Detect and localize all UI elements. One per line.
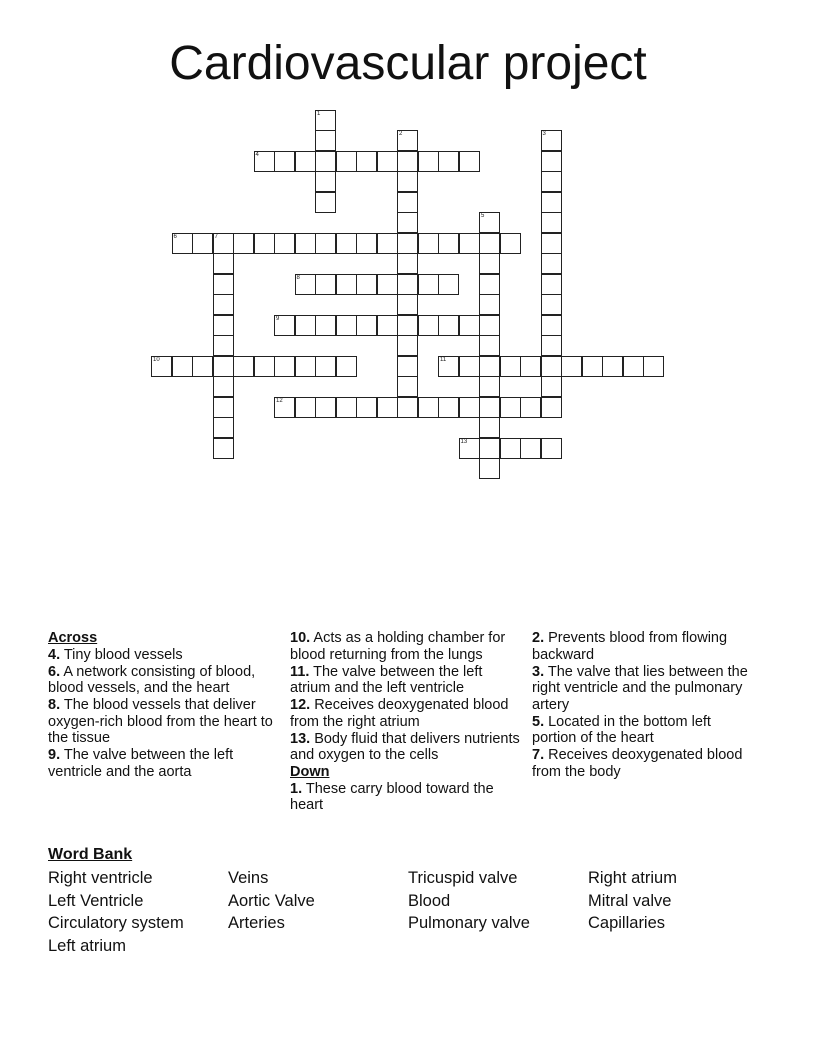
clue-item-text: The valve that lies between the right ventricle and the pulmonary artery <box>532 663 748 713</box>
grid-cell[interactable] <box>418 233 439 254</box>
word-bank-item: Mitral valve <box>588 891 672 910</box>
grid-cell[interactable] <box>336 233 357 254</box>
grid-cell[interactable] <box>541 315 562 336</box>
grid-cell[interactable] <box>582 356 603 377</box>
word-bank-item: Pulmonary valve <box>408 914 530 932</box>
grid-cell[interactable] <box>254 356 275 377</box>
grid-cell[interactable] <box>397 294 418 315</box>
word-bank-item: Left atrium <box>48 936 126 955</box>
grid-cell[interactable] <box>336 397 357 418</box>
clue-number: 4 <box>255 151 259 158</box>
grid-cell[interactable] <box>315 130 336 151</box>
clue-item-number: 2. <box>532 630 545 646</box>
grid-cell[interactable] <box>274 151 295 172</box>
grid-cell[interactable] <box>397 397 418 418</box>
grid-cell[interactable] <box>418 274 439 295</box>
clue-number: 6 <box>173 233 177 240</box>
grid-cell[interactable] <box>356 397 377 418</box>
clue-item <box>48 664 276 697</box>
grid-cell[interactable] <box>295 315 316 336</box>
clue-number: 13 <box>460 438 468 445</box>
clue-item-number: 12. <box>290 697 311 713</box>
grid-cell[interactable] <box>397 233 418 254</box>
grid-cell[interactable] <box>479 356 500 377</box>
grid-cell[interactable] <box>336 151 357 172</box>
clue-item-text: Receives deoxygenated blood from the right atrium <box>290 697 509 730</box>
clue-item-text: A network consisting of blood, blood vessels, and the heart <box>48 663 256 696</box>
grid-cell[interactable] <box>336 274 357 295</box>
clue-number: 9 <box>276 315 280 322</box>
grid-cell[interactable] <box>356 274 377 295</box>
clue-item <box>290 630 526 663</box>
grid-cell[interactable] <box>438 315 459 336</box>
clue-item <box>48 747 276 780</box>
grid-cell[interactable] <box>459 233 480 254</box>
word-bank-item: Right ventricle <box>48 869 153 887</box>
clues-column-2 <box>290 630 526 814</box>
grid-cell[interactable] <box>397 356 418 377</box>
grid-cell[interactable] <box>151 356 172 377</box>
grid-cell[interactable] <box>213 438 234 459</box>
clue-item <box>532 630 758 663</box>
grid-cell[interactable] <box>459 151 480 172</box>
grid-cell[interactable] <box>274 315 295 336</box>
grid-cell[interactable] <box>315 171 336 192</box>
grid-cell[interactable] <box>213 233 234 254</box>
word-bank-item: Aortic Valve <box>228 891 315 910</box>
grid-cell[interactable] <box>315 151 336 172</box>
grid-cell[interactable] <box>479 253 500 274</box>
grid-cell[interactable] <box>254 233 275 254</box>
grid-cell[interactable] <box>520 438 541 459</box>
grid-cell[interactable] <box>541 151 562 172</box>
clue-number: 2 <box>399 131 403 137</box>
grid-cell[interactable] <box>213 356 234 377</box>
clue-item-text: Located in the bottom left portion of the heart <box>532 713 711 746</box>
clue-item-number: 3. <box>532 663 545 680</box>
word-bank-item: Veins <box>228 869 269 887</box>
grid-cell[interactable] <box>541 356 562 377</box>
clue-item <box>532 747 758 780</box>
clue-item-text: The valve between the left atrium and the left ventricle <box>290 663 483 696</box>
grid-cell[interactable] <box>438 397 459 418</box>
clue-number: 7 <box>214 233 218 240</box>
clue-item-number: 9. <box>48 747 61 763</box>
page-title: Cardiovascular project <box>169 37 647 90</box>
grid-cell[interactable] <box>233 356 254 377</box>
grid-cell[interactable] <box>500 397 521 418</box>
grid-cell[interactable] <box>356 151 377 172</box>
clue-item <box>290 781 526 814</box>
clue-item-text: Receives deoxygenated blood from the body <box>532 747 743 780</box>
grid-cell[interactable] <box>541 212 562 233</box>
grid-cell[interactable] <box>213 417 234 438</box>
clue-item-text: Prevents blood from flowing backward <box>532 630 728 663</box>
grid-cell[interactable] <box>192 356 213 377</box>
grid-cell[interactable] <box>541 397 562 418</box>
grid-cell[interactable] <box>541 438 562 459</box>
crossword-grid <box>0 0 816 500</box>
clue-item <box>532 664 758 714</box>
grid-cell[interactable] <box>315 315 336 336</box>
grid-cell[interactable] <box>315 192 336 213</box>
word-bank-item: Right atrium <box>588 869 677 887</box>
grid-cell[interactable] <box>274 233 295 254</box>
clue-item-text: Tiny blood vessels <box>60 646 183 663</box>
word-bank-title: Word Bank <box>48 846 133 863</box>
grid-cell[interactable] <box>192 233 213 254</box>
grid-cell[interactable] <box>274 356 295 377</box>
clue-item <box>290 731 526 764</box>
grid-cell[interactable] <box>541 130 562 151</box>
clue-item-text: These carry blood toward the heart <box>290 780 494 813</box>
grid-cell[interactable] <box>479 397 500 418</box>
grid-cell[interactable] <box>479 438 500 459</box>
grid-cell[interactable] <box>254 151 275 172</box>
grid-cell[interactable] <box>377 397 398 418</box>
across-header: Across <box>48 630 98 646</box>
grid-cell[interactable] <box>541 233 562 254</box>
grid-cell[interactable] <box>213 376 234 397</box>
grid-cell[interactable] <box>213 294 234 315</box>
word-bank-item: Blood <box>408 891 451 910</box>
grid-cell[interactable] <box>561 356 582 377</box>
grid-cell[interactable] <box>397 315 418 336</box>
grid-cell[interactable] <box>418 315 439 336</box>
word-bank-item: Arteries <box>228 914 285 932</box>
grid-cell[interactable] <box>479 315 500 336</box>
grid-cell[interactable] <box>479 233 500 254</box>
grid-cell[interactable] <box>397 335 418 356</box>
grid-cell[interactable] <box>315 233 336 254</box>
grid-cell[interactable] <box>315 356 336 377</box>
clue-item-text: The blood vessels that deliver oxygen-rich blood from the heart to the tissue <box>48 697 273 746</box>
grid-cell[interactable] <box>438 151 459 172</box>
clue-item-number: 6. <box>48 663 61 680</box>
grid-cell[interactable] <box>213 397 234 418</box>
grid-cell[interactable] <box>295 233 316 254</box>
clues-column-1 <box>48 630 276 781</box>
grid-cell[interactable] <box>295 151 316 172</box>
grid-cell[interactable] <box>213 315 234 336</box>
grid-cell[interactable] <box>520 356 541 377</box>
grid-cell[interactable] <box>295 397 316 418</box>
grid-cell[interactable] <box>397 192 418 213</box>
grid-cell[interactable] <box>479 335 500 356</box>
grid-cell[interactable] <box>459 356 480 377</box>
clue-number: 8 <box>296 274 300 281</box>
grid-cell[interactable] <box>397 212 418 233</box>
grid-cell[interactable] <box>418 397 439 418</box>
clue-item-number: 1. <box>290 780 303 797</box>
grid-cell[interactable] <box>274 397 295 418</box>
grid-cell[interactable] <box>315 397 336 418</box>
grid-cell[interactable] <box>397 151 418 172</box>
grid-cell[interactable] <box>459 315 480 336</box>
word-bank-item: Capillaries <box>588 914 666 932</box>
grid-cell[interactable] <box>233 233 254 254</box>
grid-cell[interactable] <box>459 438 480 459</box>
clue-item-number: 13. <box>290 730 311 747</box>
grid-cell[interactable] <box>438 356 459 377</box>
grid-cell[interactable] <box>397 171 418 192</box>
grid-cell[interactable] <box>541 294 562 315</box>
grid-cell[interactable] <box>479 274 500 295</box>
grid-cell[interactable] <box>377 151 398 172</box>
grid-cell[interactable] <box>541 192 562 213</box>
clue-item-number: 4. <box>48 646 61 663</box>
clue-item-number: 8. <box>48 697 61 713</box>
grid-cell[interactable] <box>541 274 562 295</box>
grid-cell[interactable] <box>541 171 562 192</box>
clue-number: 1 <box>317 110 321 117</box>
grid-cell[interactable] <box>315 110 336 131</box>
grid-cell[interactable] <box>500 356 521 377</box>
grid-cell[interactable] <box>479 376 500 397</box>
clue-number: 5 <box>481 213 485 219</box>
clue-item <box>290 664 526 697</box>
grid-cell[interactable] <box>643 356 664 377</box>
grid-cell[interactable] <box>315 274 336 295</box>
grid-cell[interactable] <box>295 356 316 377</box>
clue-item-number: 7. <box>532 747 545 763</box>
clue-item-number: 11. <box>290 663 310 680</box>
grid-cell[interactable] <box>377 233 398 254</box>
clue-item-number: 5. <box>532 713 545 730</box>
grid-cell[interactable] <box>438 233 459 254</box>
grid-cell[interactable] <box>295 274 316 295</box>
grid-cell[interactable] <box>397 253 418 274</box>
word-bank-item: Left Ventricle <box>48 891 144 910</box>
clue-item-text: Acts as a holding chamber for blood returning from the lungs <box>290 630 506 663</box>
grid-cell[interactable] <box>377 315 398 336</box>
grid-cell[interactable] <box>479 417 500 438</box>
grid-cell[interactable] <box>336 315 357 336</box>
grid-cell[interactable] <box>418 151 439 172</box>
grid-cell[interactable] <box>377 274 398 295</box>
grid-cell[interactable] <box>213 335 234 356</box>
grid-cell[interactable] <box>213 253 234 274</box>
grid-cell[interactable] <box>459 397 480 418</box>
grid-cell[interactable] <box>356 233 377 254</box>
clue-item <box>48 647 276 664</box>
grid-cell[interactable] <box>541 253 562 274</box>
grid-cell[interactable] <box>479 458 500 479</box>
grid-cell[interactable] <box>602 356 623 377</box>
grid-cell[interactable] <box>172 356 193 377</box>
clue-item <box>290 697 526 730</box>
grid-cell[interactable] <box>541 376 562 397</box>
grid-cell[interactable] <box>172 233 193 254</box>
clue-item-text: Body fluid that delivers nutrients and oxygen to the cells <box>290 730 520 763</box>
word-bank-item: Circulatory system <box>48 914 184 932</box>
clue-number: 11 <box>440 356 447 363</box>
grid-cell[interactable] <box>397 376 418 397</box>
clue-number: 12 <box>276 397 283 404</box>
clue-number: 10 <box>153 356 160 363</box>
grid-cell[interactable] <box>520 397 541 418</box>
word-bank-item: Tricuspid valve <box>408 869 518 887</box>
grid-cell[interactable] <box>500 233 521 254</box>
grid-cell[interactable] <box>356 315 377 336</box>
grid-cell[interactable] <box>541 335 562 356</box>
grid-cell[interactable] <box>336 356 357 377</box>
grid-cell[interactable] <box>397 130 418 151</box>
grid-cell[interactable] <box>213 274 234 295</box>
clue-item <box>48 697 276 747</box>
clue-item-text: The valve between the left ventricle and the aorta <box>48 747 234 780</box>
clues-column-3 <box>532 630 758 781</box>
down-header: Down <box>290 764 330 780</box>
grid-cell[interactable] <box>438 274 459 295</box>
grid-cell[interactable] <box>479 212 500 233</box>
clue-item <box>532 714 758 747</box>
grid-cell[interactable] <box>479 294 500 315</box>
grid-cell[interactable] <box>623 356 644 377</box>
clue-number: 3 <box>542 131 546 137</box>
clue-item-number: 10. <box>290 630 311 646</box>
grid-cell[interactable] <box>397 274 418 295</box>
grid-cell[interactable] <box>500 438 521 459</box>
